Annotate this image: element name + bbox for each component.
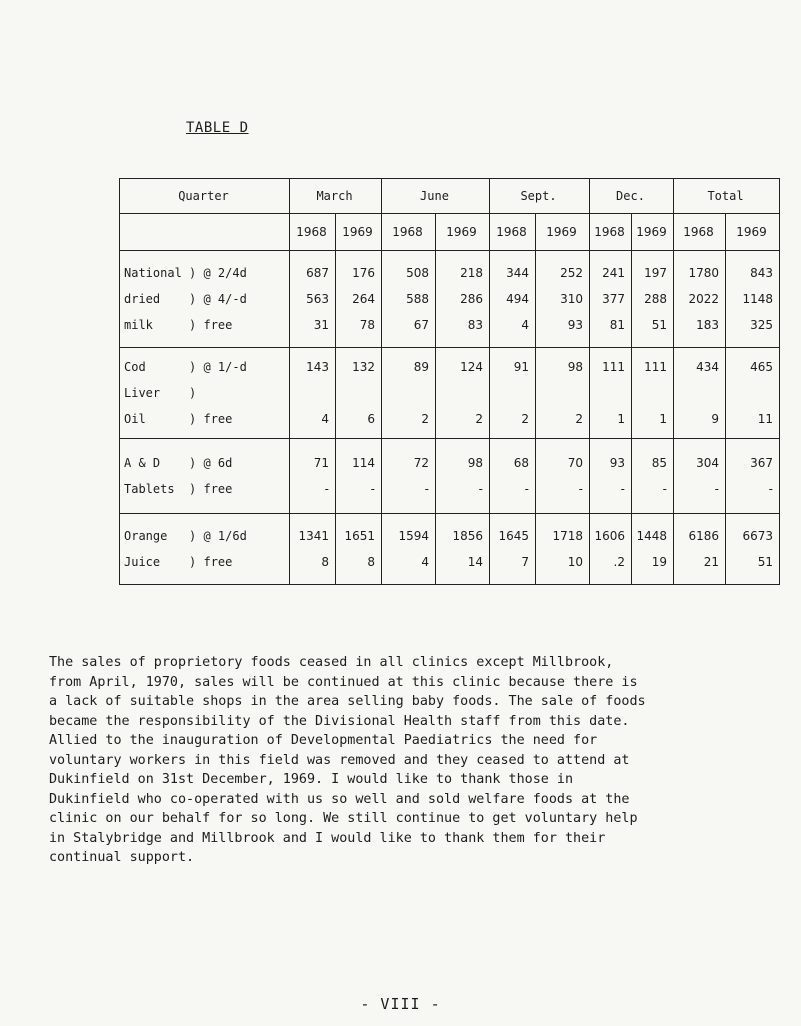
- year-cell: 1969: [436, 214, 490, 251]
- value-cell: 70 -: [536, 439, 590, 514]
- value-cell: 114 -: [336, 439, 382, 514]
- group-cod-liver-oil: [120, 348, 780, 439]
- value-cell: 111 1: [632, 348, 674, 439]
- label-line: Juice ) free: [124, 555, 233, 569]
- value-cell: 197 288 51: [632, 251, 674, 348]
- value-cell: 91 2: [490, 348, 536, 439]
- label-line: National ) @ 2/4d: [124, 266, 247, 280]
- year-row: [120, 214, 780, 251]
- value-cell: 1856 14: [436, 514, 490, 585]
- header-total: Total: [674, 179, 780, 214]
- value-cell: 304 -: [674, 439, 726, 514]
- value-cell: 1780 2022 183: [674, 251, 726, 348]
- header-sept: Sept.: [490, 179, 590, 214]
- value-cell: 508 588 67: [382, 251, 436, 348]
- value-cell: 143 4: [290, 348, 336, 439]
- value-cell: 241 377 81: [590, 251, 632, 348]
- value-cell: 176 264 78: [336, 251, 382, 348]
- table-title: TABLE D: [186, 120, 249, 136]
- year-blank: [120, 214, 290, 251]
- value-cell: 465 11: [726, 348, 780, 439]
- header-quarter: Quarter: [120, 179, 290, 214]
- value-cell: 1448 19: [632, 514, 674, 585]
- year-cell: 1969: [726, 214, 780, 251]
- label-line: Cod ) @ 1/-d: [124, 360, 247, 374]
- header-row: [120, 179, 780, 214]
- year-cell: 1968: [490, 214, 536, 251]
- value-cell: 124 2: [436, 348, 490, 439]
- value-cell: 98 -: [436, 439, 490, 514]
- header-march: March: [290, 179, 382, 214]
- value-cell: 98 2: [536, 348, 590, 439]
- value-cell: 71 -: [290, 439, 336, 514]
- body-paragraph: The sales of proprietory foods ceased in all clinics except Millbrook, from April, 1970, sales will be continued at this clinic because there is a lack of suitable shops in the area selling baby foods. The sale of foods became the responsibility of the Divisional Health staff from this date. Allied to the inauguration of Developmental Paediatrics the need for voluntary workers in this field was removed and they ceased to attend at Dukinfield on 31st December, 1969. I would like to thank those in Dukinfield who co-operated with us so well and sold welfare foods at the clinic on our behalf for so long. We still continue to get voluntary help in Stalybridge and Millbrook and I would like to thank them for their continual support.: [49, 655, 646, 865]
- value-cell: 218 286 83: [436, 251, 490, 348]
- value-cell: 6673 51: [726, 514, 780, 585]
- label-line: A & D ) @ 6d: [124, 456, 233, 470]
- value-cell: 132 6: [336, 348, 382, 439]
- group-national-dried-milk: [120, 251, 780, 348]
- value-cell: 89 2: [382, 348, 436, 439]
- year-cell: 1968: [382, 214, 436, 251]
- year-cell: 1968: [590, 214, 632, 251]
- value-cell: 85 -: [632, 439, 674, 514]
- value-cell: 68 -: [490, 439, 536, 514]
- year-cell: 1968: [674, 214, 726, 251]
- group-label: [120, 348, 290, 439]
- label-line: Tablets ) free: [124, 482, 233, 496]
- label-line: dried ) @ 4/-d: [124, 292, 247, 306]
- value-cell: 843 1148 325: [726, 251, 780, 348]
- group-label: [120, 251, 290, 348]
- value-cell: 434 9: [674, 348, 726, 439]
- group-a-and-d-tablets: [120, 439, 780, 514]
- value-cell: 6186 21: [674, 514, 726, 585]
- value-cell: 1645 7: [490, 514, 536, 585]
- year-cell: 1969: [336, 214, 382, 251]
- group-label: [120, 439, 290, 514]
- sales-table: [119, 178, 780, 585]
- year-cell: 1969: [536, 214, 590, 251]
- value-cell: 72 -: [382, 439, 436, 514]
- year-cell: 1969: [632, 214, 674, 251]
- value-cell: 1594 4: [382, 514, 436, 585]
- label-line: Liver ): [124, 386, 197, 400]
- value-cell: 252 310 93: [536, 251, 590, 348]
- value-cell: 111 1: [590, 348, 632, 439]
- header-june: June: [382, 179, 490, 214]
- value-cell: 687 563 31: [290, 251, 336, 348]
- value-cell: 1718 10: [536, 514, 590, 585]
- value-cell: 1651 8: [336, 514, 382, 585]
- label-line: Orange ) @ 1/6d: [124, 529, 247, 543]
- group-label: [120, 514, 290, 585]
- label-line: Oil ) free: [124, 412, 233, 426]
- year-cell: 1968: [290, 214, 336, 251]
- value-cell: 367 -: [726, 439, 780, 514]
- header-dec: Dec.: [590, 179, 674, 214]
- value-cell: 1341 8: [290, 514, 336, 585]
- value-cell: 93 -: [590, 439, 632, 514]
- page-number: - VIII -: [360, 995, 441, 1013]
- value-cell: 344 494 4: [490, 251, 536, 348]
- value-cell: 1606 .2: [590, 514, 632, 585]
- group-orange-juice: [120, 514, 780, 585]
- label-line: milk ) free: [124, 318, 233, 332]
